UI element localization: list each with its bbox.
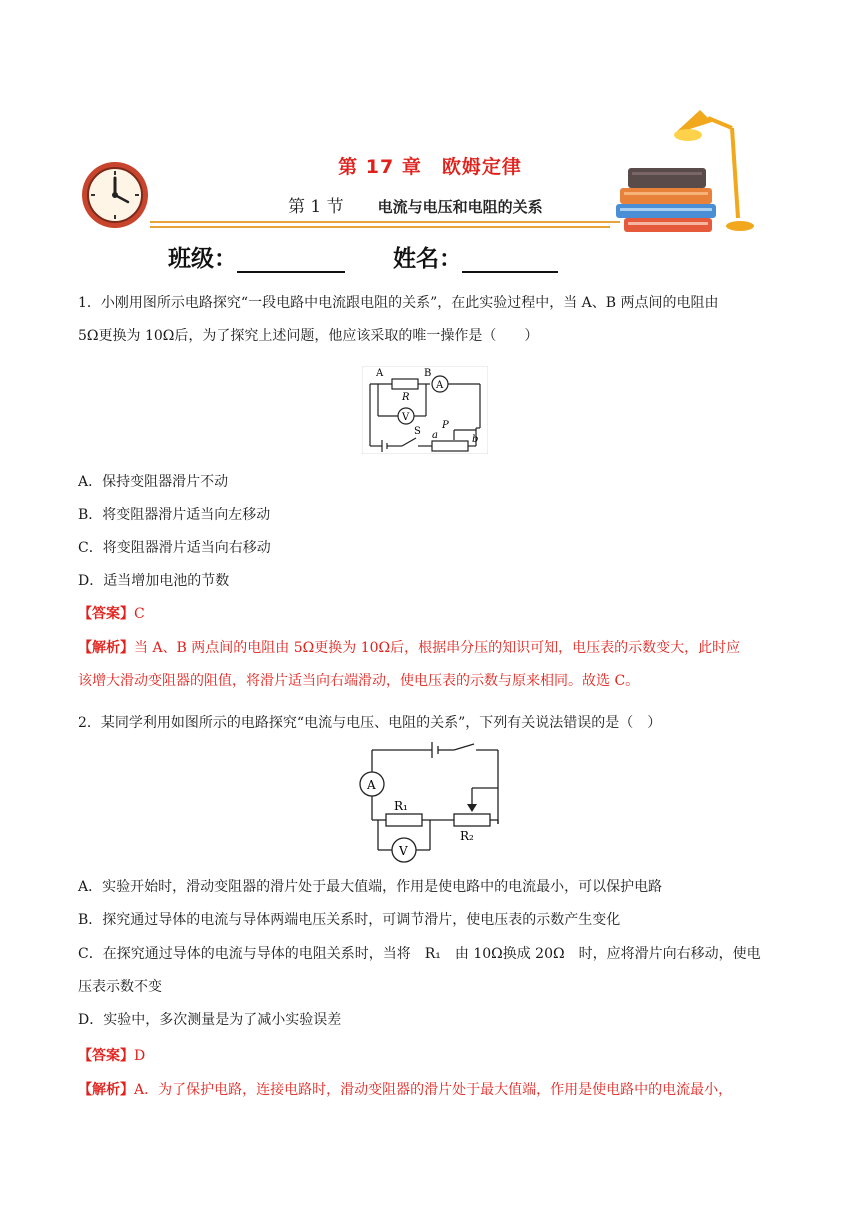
q1-ammeter-label: A	[436, 380, 444, 391]
q1-label-r: R	[402, 392, 410, 403]
q2-option-c-cont: 压表示数不变	[78, 979, 162, 995]
q1-answer-tag: 【答案】	[78, 606, 134, 622]
q1-label-s: S	[414, 426, 421, 437]
q2-voltmeter-label: V	[399, 844, 408, 858]
q1-option-b: B．将变阻器滑片适当向左移动	[78, 507, 271, 523]
header-divider-2	[150, 226, 610, 228]
q2-circuit-diagram	[350, 740, 510, 864]
q1-label-b-point: B	[424, 368, 432, 379]
q2-stem: 2．某同学利用如图所示的电路探究“电流与电压、电阻的关系”，下列有关说法错误的是（ ）	[78, 715, 662, 731]
q1-label-end-b: b	[472, 434, 479, 445]
q1-analysis-tag: 【解析】	[78, 640, 134, 656]
q2-option-d: D．实验中，多次测量是为了减小实验误差	[78, 1012, 342, 1028]
name-field[interactable]	[462, 249, 558, 273]
q2-r2-label: R₂	[460, 829, 474, 843]
q2-ammeter-label: A	[367, 778, 376, 792]
q1-label-p: P	[442, 420, 449, 431]
q2-answer-value: D	[134, 1048, 146, 1064]
section-label: 第 1 节	[288, 197, 344, 217]
section-title: 电流与电压和电阻的关系	[377, 198, 543, 216]
q1-voltmeter-label: V	[402, 412, 410, 423]
student-info-bar	[168, 240, 558, 273]
q2-r1-label: R₁	[394, 799, 408, 813]
q1-answer	[78, 603, 790, 625]
q1-analysis-line2: 该增大滑动变阻器的阻值，将滑片适当向右端滑动，使电压表的示数与原来相同。故选 C。	[78, 673, 640, 689]
header-divider	[150, 221, 620, 223]
q2-analysis-tag: 【解析】	[78, 1082, 134, 1098]
class-label: 班级：	[168, 246, 237, 272]
q1-stem-line2: 5Ω更换为 10Ω后，为了探究上述问题，他应该采取的唯一操作是（ ）	[78, 328, 539, 344]
q1-label-a-point: A	[376, 368, 384, 379]
class-field[interactable]	[237, 249, 345, 273]
q1-option-a: A．保持变阻器滑片不动	[78, 474, 229, 490]
q2-answer	[78, 1045, 790, 1067]
q1-analysis-text1: 当 A、B 两点间的电阻由 5Ω更换为 10Ω后，根据串分压的知识可知，电压表的示数变大，此时应	[134, 640, 741, 656]
q1-circuit-diagram	[362, 366, 488, 454]
q1-label-end-a: a	[432, 430, 438, 441]
q1-option-c: C．将变阻器滑片适当向右移动	[78, 540, 271, 556]
q1-answer-value: C	[134, 606, 145, 622]
q2-option-c: C．在探究通过导体的电流与导体的电阻关系时，当将 R₁ 由 10Ω换成 20Ω 时，应将滑片向右移动，使电	[78, 946, 761, 962]
q1-option-d: D．适当增加电池的节数	[78, 573, 230, 589]
q2-analysis-text1: A．为了保护电路，连接电路时，滑动变阻器的滑片处于最大值端，作用是使电路中的电流最小，	[134, 1082, 733, 1098]
q2-option-b: B．探究通过导体的电流与导体两端电压关系时，可调节滑片，使电压表的示数产生变化	[78, 912, 621, 928]
q1-analysis-line1	[78, 637, 790, 659]
section-heading	[288, 192, 543, 217]
q2-answer-tag: 【答案】	[78, 1048, 134, 1064]
q1-stem-line1: 1．小刚用图所示电路探究“一段电路中电流跟电阻的关系”，在此实验过程中，当 A、B 两点间的电阻由	[78, 295, 719, 311]
q2-option-a: A．实验开始时，滑动变阻器的滑片处于最大值端，作用是使电路中的电流最小，可以保护电路	[78, 879, 663, 895]
name-label: 姓名：	[393, 246, 462, 272]
q2-analysis-line1	[78, 1079, 790, 1101]
chapter-title: 第 17 章 欧姆定律	[338, 156, 522, 178]
